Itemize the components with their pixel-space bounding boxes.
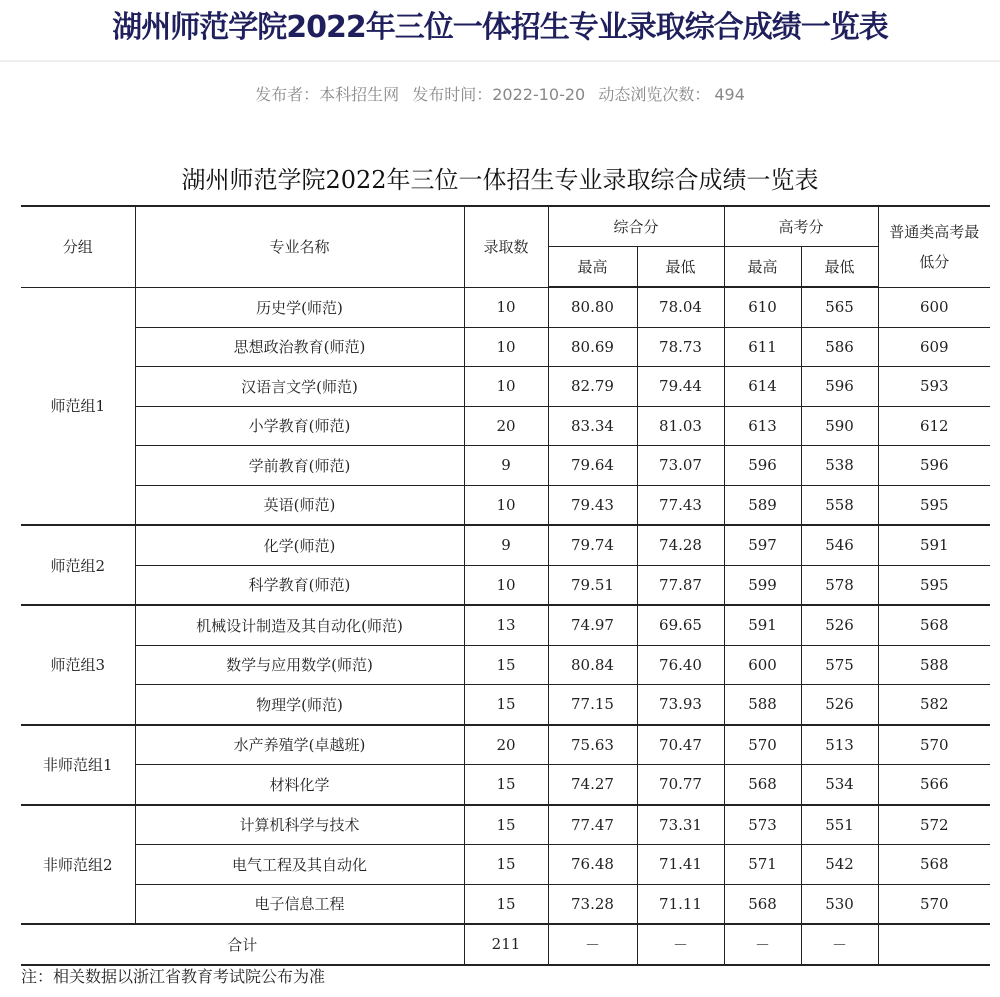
cell-composite-max: 80.69 bbox=[548, 327, 637, 367]
header-admitted: 录取数 bbox=[464, 206, 548, 287]
header-gaokao-max: 最高 bbox=[724, 247, 801, 288]
cell-gaokao-min: 546 bbox=[801, 525, 878, 565]
header-group: 分组 bbox=[21, 206, 135, 287]
cell-admitted: 15 bbox=[464, 805, 548, 845]
table-row bbox=[21, 605, 990, 645]
cell-gaokao-max: 599 bbox=[724, 565, 801, 605]
cell-major: 水产养殖学(卓越班) bbox=[135, 725, 464, 765]
cell-composite-min: 76.40 bbox=[637, 645, 724, 685]
total-label: 合计 bbox=[21, 924, 464, 965]
cell-major: 思想政治教育(师范) bbox=[135, 327, 464, 367]
cell-gaokao-min: 542 bbox=[801, 845, 878, 885]
cell-admitted: 10 bbox=[464, 367, 548, 407]
article-meta bbox=[0, 82, 1000, 105]
cell-major: 小学教育(师范) bbox=[135, 406, 464, 446]
cell-admitted: 15 bbox=[464, 765, 548, 805]
table-row bbox=[21, 406, 990, 446]
header-regular-min: 普通类高考最低分 bbox=[878, 206, 990, 287]
cell-regular-min: 591 bbox=[878, 525, 990, 565]
cell-major: 学前教育(师范) bbox=[135, 446, 464, 486]
cell-composite-min: 73.07 bbox=[637, 446, 724, 486]
cell-composite-max: 74.97 bbox=[548, 605, 637, 645]
cell-composite-max: 76.48 bbox=[548, 845, 637, 885]
cell-composite-min: 81.03 bbox=[637, 406, 724, 446]
cell-regular-min: 568 bbox=[878, 845, 990, 885]
total-empty bbox=[878, 924, 990, 965]
cell-composite-min: 78.04 bbox=[637, 287, 724, 327]
group-name: 非师范组2 bbox=[21, 805, 135, 925]
total-row bbox=[21, 924, 990, 965]
cell-regular-min: 570 bbox=[878, 884, 990, 924]
cell-gaokao-min: 526 bbox=[801, 685, 878, 725]
cell-admitted: 15 bbox=[464, 685, 548, 725]
cell-composite-min: 74.28 bbox=[637, 525, 724, 565]
total-dash: － bbox=[548, 924, 637, 965]
cell-gaokao-max: 596 bbox=[724, 446, 801, 486]
cell-gaokao-max: 568 bbox=[724, 765, 801, 805]
cell-gaokao-min: 526 bbox=[801, 605, 878, 645]
group-name: 师范组2 bbox=[21, 525, 135, 605]
cell-major: 化学(师范) bbox=[135, 525, 464, 565]
cell-composite-max: 77.47 bbox=[548, 805, 637, 845]
cell-major: 历史学(师范) bbox=[135, 287, 464, 327]
cell-gaokao-max: 570 bbox=[724, 725, 801, 765]
cell-regular-min: 570 bbox=[878, 725, 990, 765]
cell-gaokao-max: 600 bbox=[724, 645, 801, 685]
table-row bbox=[21, 725, 990, 765]
cell-gaokao-max: 573 bbox=[724, 805, 801, 845]
cell-regular-min: 595 bbox=[878, 565, 990, 605]
cell-gaokao-min: 565 bbox=[801, 287, 878, 327]
cell-regular-min: 612 bbox=[878, 406, 990, 446]
header-major: 专业名称 bbox=[135, 206, 464, 287]
page-title: 湖州师范学院2022年三位一体招生专业录取综合成绩一览表 bbox=[112, 10, 888, 45]
total-dash: － bbox=[801, 924, 878, 965]
page-header bbox=[0, 0, 1000, 62]
table-title: 湖州师范学院2022年三位一体招生专业录取综合成绩一览表 bbox=[181, 166, 819, 194]
views-label: 动态浏览次数： bbox=[598, 85, 711, 104]
cell-gaokao-min: 513 bbox=[801, 725, 878, 765]
header-composite: 综合分 bbox=[548, 206, 724, 247]
publish-time: 发布时间：2022-10-20 bbox=[412, 85, 586, 104]
footnote: 注：相关数据以浙江省教育考试院公布为准 bbox=[21, 967, 326, 986]
publisher: 发布者：本科招生网 bbox=[255, 85, 400, 104]
cell-composite-max: 73.28 bbox=[548, 884, 637, 924]
table-row bbox=[21, 446, 990, 486]
table-row bbox=[21, 645, 990, 685]
cell-gaokao-min: 534 bbox=[801, 765, 878, 805]
cell-composite-max: 80.80 bbox=[548, 287, 637, 327]
views-count: 494 bbox=[714, 85, 745, 104]
cell-admitted: 9 bbox=[464, 446, 548, 486]
table-row bbox=[21, 287, 990, 327]
cell-gaokao-min: 530 bbox=[801, 884, 878, 924]
cell-admitted: 10 bbox=[464, 327, 548, 367]
cell-composite-max: 80.84 bbox=[548, 645, 637, 685]
cell-composite-min: 79.44 bbox=[637, 367, 724, 407]
cell-regular-min: 568 bbox=[878, 605, 990, 645]
cell-gaokao-max: 568 bbox=[724, 884, 801, 924]
cell-admitted: 13 bbox=[464, 605, 548, 645]
cell-composite-max: 79.74 bbox=[548, 525, 637, 565]
cell-gaokao-min: 551 bbox=[801, 805, 878, 845]
cell-regular-min: 600 bbox=[878, 287, 990, 327]
cell-composite-max: 77.15 bbox=[548, 685, 637, 725]
table-row bbox=[21, 525, 990, 565]
cell-major: 科学教育(师范) bbox=[135, 565, 464, 605]
cell-regular-min: 588 bbox=[878, 645, 990, 685]
scores-table bbox=[21, 205, 990, 966]
cell-admitted: 9 bbox=[464, 525, 548, 565]
table-row bbox=[21, 805, 990, 845]
cell-gaokao-max: 611 bbox=[724, 327, 801, 367]
group-name: 师范组1 bbox=[21, 287, 135, 525]
cell-gaokao-min: 575 bbox=[801, 645, 878, 685]
table-row bbox=[21, 884, 990, 924]
cell-major: 计算机科学与技术 bbox=[135, 805, 464, 845]
table-row bbox=[21, 685, 990, 725]
cell-composite-max: 83.34 bbox=[548, 406, 637, 446]
cell-major: 汉语言文学(师范) bbox=[135, 367, 464, 407]
cell-composite-min: 69.65 bbox=[637, 605, 724, 645]
cell-major: 数学与应用数学(师范) bbox=[135, 645, 464, 685]
cell-admitted: 20 bbox=[464, 406, 548, 446]
total-dash: － bbox=[724, 924, 801, 965]
cell-major: 物理学(师范) bbox=[135, 685, 464, 725]
cell-major: 机械设计制造及其自动化(师范) bbox=[135, 605, 464, 645]
total-admitted: 211 bbox=[464, 924, 548, 965]
cell-regular-min: 582 bbox=[878, 685, 990, 725]
cell-admitted: 10 bbox=[464, 287, 548, 327]
cell-gaokao-max: 591 bbox=[724, 605, 801, 645]
cell-composite-max: 79.64 bbox=[548, 446, 637, 486]
cell-regular-min: 596 bbox=[878, 446, 990, 486]
cell-gaokao-max: 614 bbox=[724, 367, 801, 407]
cell-admitted: 15 bbox=[464, 845, 548, 885]
cell-gaokao-min: 590 bbox=[801, 406, 878, 446]
cell-regular-min: 609 bbox=[878, 327, 990, 367]
cell-composite-max: 74.27 bbox=[548, 765, 637, 805]
cell-admitted: 10 bbox=[464, 565, 548, 605]
cell-gaokao-max: 571 bbox=[724, 845, 801, 885]
cell-composite-min: 71.11 bbox=[637, 884, 724, 924]
cell-composite-min: 73.93 bbox=[637, 685, 724, 725]
cell-gaokao-min: 578 bbox=[801, 565, 878, 605]
cell-admitted: 20 bbox=[464, 725, 548, 765]
cell-regular-min: 595 bbox=[878, 485, 990, 525]
cell-gaokao-min: 586 bbox=[801, 327, 878, 367]
cell-composite-max: 79.43 bbox=[548, 485, 637, 525]
header-composite-max: 最高 bbox=[548, 247, 637, 288]
cell-major: 材料化学 bbox=[135, 765, 464, 805]
total-dash: － bbox=[637, 924, 724, 965]
cell-composite-min: 78.73 bbox=[637, 327, 724, 367]
cell-regular-min: 566 bbox=[878, 765, 990, 805]
cell-regular-min: 593 bbox=[878, 367, 990, 407]
group-name: 非师范组1 bbox=[21, 725, 135, 805]
header-composite-min: 最低 bbox=[637, 247, 724, 288]
table-row bbox=[21, 565, 990, 605]
cell-major: 电子信息工程 bbox=[135, 884, 464, 924]
cell-gaokao-max: 610 bbox=[724, 287, 801, 327]
cell-composite-max: 82.79 bbox=[548, 367, 637, 407]
table-row bbox=[21, 485, 990, 525]
cell-major: 电气工程及其自动化 bbox=[135, 845, 464, 885]
header-gaokao: 高考分 bbox=[724, 206, 878, 247]
cell-gaokao-max: 589 bbox=[724, 485, 801, 525]
cell-composite-min: 73.31 bbox=[637, 805, 724, 845]
cell-composite-max: 75.63 bbox=[548, 725, 637, 765]
cell-admitted: 15 bbox=[464, 884, 548, 924]
cell-gaokao-min: 538 bbox=[801, 446, 878, 486]
cell-gaokao-max: 613 bbox=[724, 406, 801, 446]
table-row bbox=[21, 367, 990, 407]
cell-regular-min: 572 bbox=[878, 805, 990, 845]
cell-composite-max: 79.51 bbox=[548, 565, 637, 605]
table-row bbox=[21, 327, 990, 367]
cell-gaokao-max: 597 bbox=[724, 525, 801, 565]
cell-admitted: 15 bbox=[464, 645, 548, 685]
cell-composite-min: 70.77 bbox=[637, 765, 724, 805]
cell-composite-min: 77.87 bbox=[637, 565, 724, 605]
cell-gaokao-min: 558 bbox=[801, 485, 878, 525]
cell-gaokao-max: 588 bbox=[724, 685, 801, 725]
header-gaokao-min: 最低 bbox=[801, 247, 878, 288]
cell-composite-min: 71.41 bbox=[637, 845, 724, 885]
cell-composite-min: 77.43 bbox=[637, 485, 724, 525]
cell-composite-min: 70.47 bbox=[637, 725, 724, 765]
table-row bbox=[21, 845, 990, 885]
cell-admitted: 10 bbox=[464, 485, 548, 525]
table-row bbox=[21, 765, 990, 805]
group-name: 师范组3 bbox=[21, 605, 135, 725]
cell-major: 英语(师范) bbox=[135, 485, 464, 525]
cell-gaokao-min: 596 bbox=[801, 367, 878, 407]
